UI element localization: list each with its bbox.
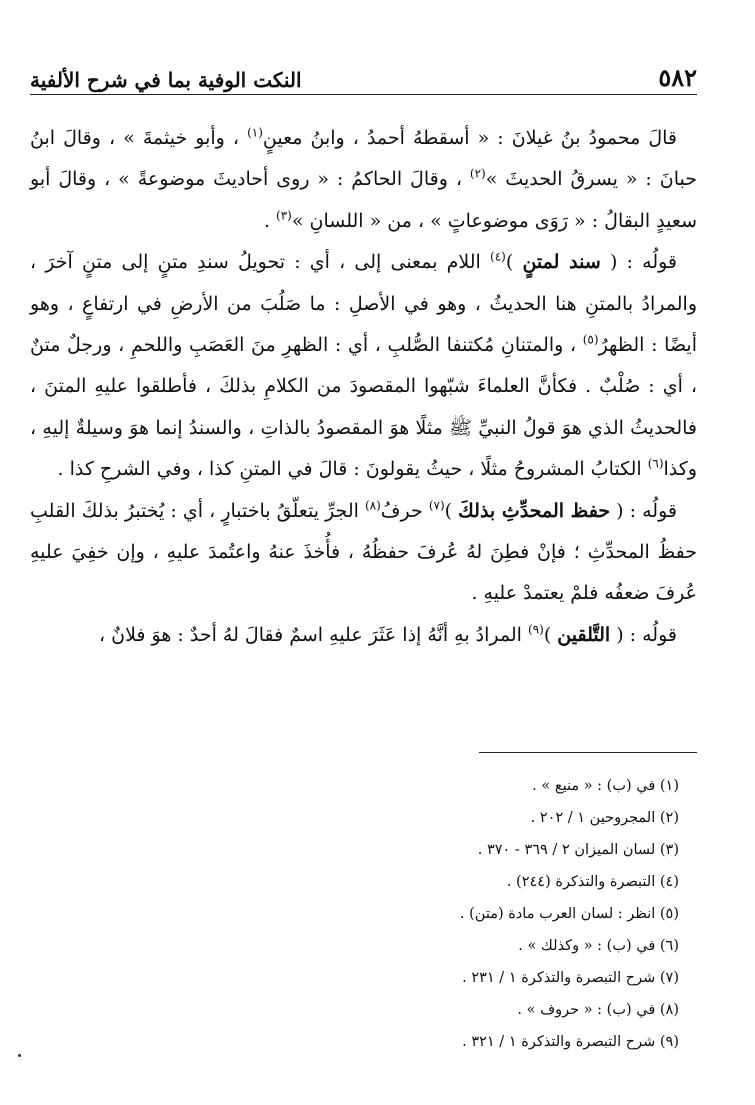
footnote: (٥) انظر : لسان العرب مادة (متن) . xyxy=(459,906,679,922)
paragraph xyxy=(30,491,697,615)
footnote-ref: (١) xyxy=(247,125,263,140)
footnote-ref: (٣) xyxy=(276,208,292,223)
page-number: ٥٨٢ xyxy=(658,63,697,92)
text-run: المرادُ بهِ أنَّهُ إذا عَثَرَ عليهِ اسمٌ فقالَ لهُ أحدٌ : هوَ فلانٌ ، xyxy=(98,623,528,646)
footnote-ref: (٩) xyxy=(528,622,544,637)
paragraph xyxy=(30,615,697,656)
text-run: ، وأبو خيثمةَ » ، وقالَ ابنُ حبانَ : « يسرقُ الحديثَ » xyxy=(30,127,697,191)
text-run: ، وقالَ الحاكمُ : « روى أحاديثَ موضوعةً » ، وقالَ أبو سعيدٍ البقالُ : « رَوَى موضوعاتٍ » ، من « اللسانِ » xyxy=(30,168,697,232)
text-run: قولُه : ( xyxy=(610,499,677,522)
footnote-ref: (٢) xyxy=(469,167,486,182)
footnote-ref: (٧) xyxy=(428,498,445,513)
footnote: (٤) التبصرة والتذكرة (٢٤٤) . xyxy=(506,874,679,890)
quoted-term: سند لمتنٍ xyxy=(522,251,601,274)
text-run: . xyxy=(263,209,277,232)
running-header xyxy=(30,52,697,92)
text-run: قالَ محمودُ بنُ غيلانَ : « أسقطهُ أحمدُ ، وابنُ معينٍ xyxy=(262,127,678,149)
text-run: الكتابُ المشروحُ مثلًا ، حيثُ يقولونَ : قالَ في المتنِ كذا ، وفي الشرحِ كذا . xyxy=(57,458,648,481)
footnote: (٧) شرح التبصرة والتذكرة ١ / ٢٣١ . xyxy=(462,970,679,986)
paragraph xyxy=(30,118,697,242)
quoted-term: التَّلقين xyxy=(557,623,611,646)
footnote: (٩) شرح التبصرة والتذكرة ١ / ٣٢١ . xyxy=(462,1034,679,1050)
paragraph xyxy=(30,242,697,490)
footnote: (٦) في (ب) : « وكذلك » . xyxy=(518,938,679,954)
text-run: قولُه : ( xyxy=(600,251,678,274)
text-run: ) xyxy=(543,623,558,646)
margin-mark xyxy=(18,1054,21,1057)
text-run: قولُه : ( xyxy=(610,623,677,646)
footnote-ref: (٥) xyxy=(582,332,599,347)
text-run: ، والمتنانِ مُكتنفا الصُّلبِ ، أي : الظهرِ منَ العَصَبِ واللحمِ ، ورجلٌ متنٌ ، أي : صُلْبٌ . فكأنَّ العلماءَ شبّهوا المقصودَ من الكلامِ بذلكَ ، فأطلقوا عليهِ المتنَ ، فالحديثُ الذي هوَ قولُ النبيِّ ﷺ مثلًا هوَ المقصودُ بالذاتِ ، والسندُ إنما هوَ وسيلةٌ إليهِ ، وكذا xyxy=(30,334,697,481)
footnote: (٣) لسان الميزان ٢ / ٣٦٩ - ٣٧٠ . xyxy=(477,842,679,858)
footnote: (٢) المجروحين ١ / ٢٠٢ . xyxy=(530,810,679,826)
header-rule xyxy=(30,94,697,95)
footnote-ref: (٨) xyxy=(364,498,381,513)
text-run: ) xyxy=(444,499,459,522)
text-run: حرفُ xyxy=(380,499,429,522)
footnote: (٨) في (ب) : « حروف » . xyxy=(517,1002,679,1018)
text-run: اللام بمعنى إلى ، أي : تحويلُ سندِ متنٍ إلى متنٍ آخرَ ، والمرادُ بالمتنِ هنا الحديثُ ، وهو في الأصلِ : ما صَلُبَ من الأرضِ في ارتفاعٍ ، وهو أيضًا : الظهرُ xyxy=(30,251,697,357)
quoted-term: حفظ المحدِّثِ بذلكَ xyxy=(458,499,611,522)
text-run: ) xyxy=(505,251,523,274)
main-text xyxy=(30,118,697,656)
footnote-separator xyxy=(479,752,697,753)
footnote-ref: (٦) xyxy=(647,456,664,471)
book-title: النكت الوفية بما في شرح الألفية xyxy=(30,68,302,92)
footnote: (١) في (ب) : « منيع » . xyxy=(532,778,679,794)
text-run: الجرِّ يتعلّقُ باختبارٍ ، أي : يُختبرُ بذلكَ القلبِ حفظُ المحدِّثِ ؛ فإنْ فطِنَ لهُ عُرفَ حفظُهُ ، فأُخذَ عنهُ واعتُمدَ عليهِ ، وإن خفِيَ عليهِ عُرفَ ضعفُه فلمْ يعتمدْ عليهِ . xyxy=(30,499,697,605)
footnotes xyxy=(30,770,679,1058)
footnote-ref: (٤) xyxy=(490,249,506,264)
